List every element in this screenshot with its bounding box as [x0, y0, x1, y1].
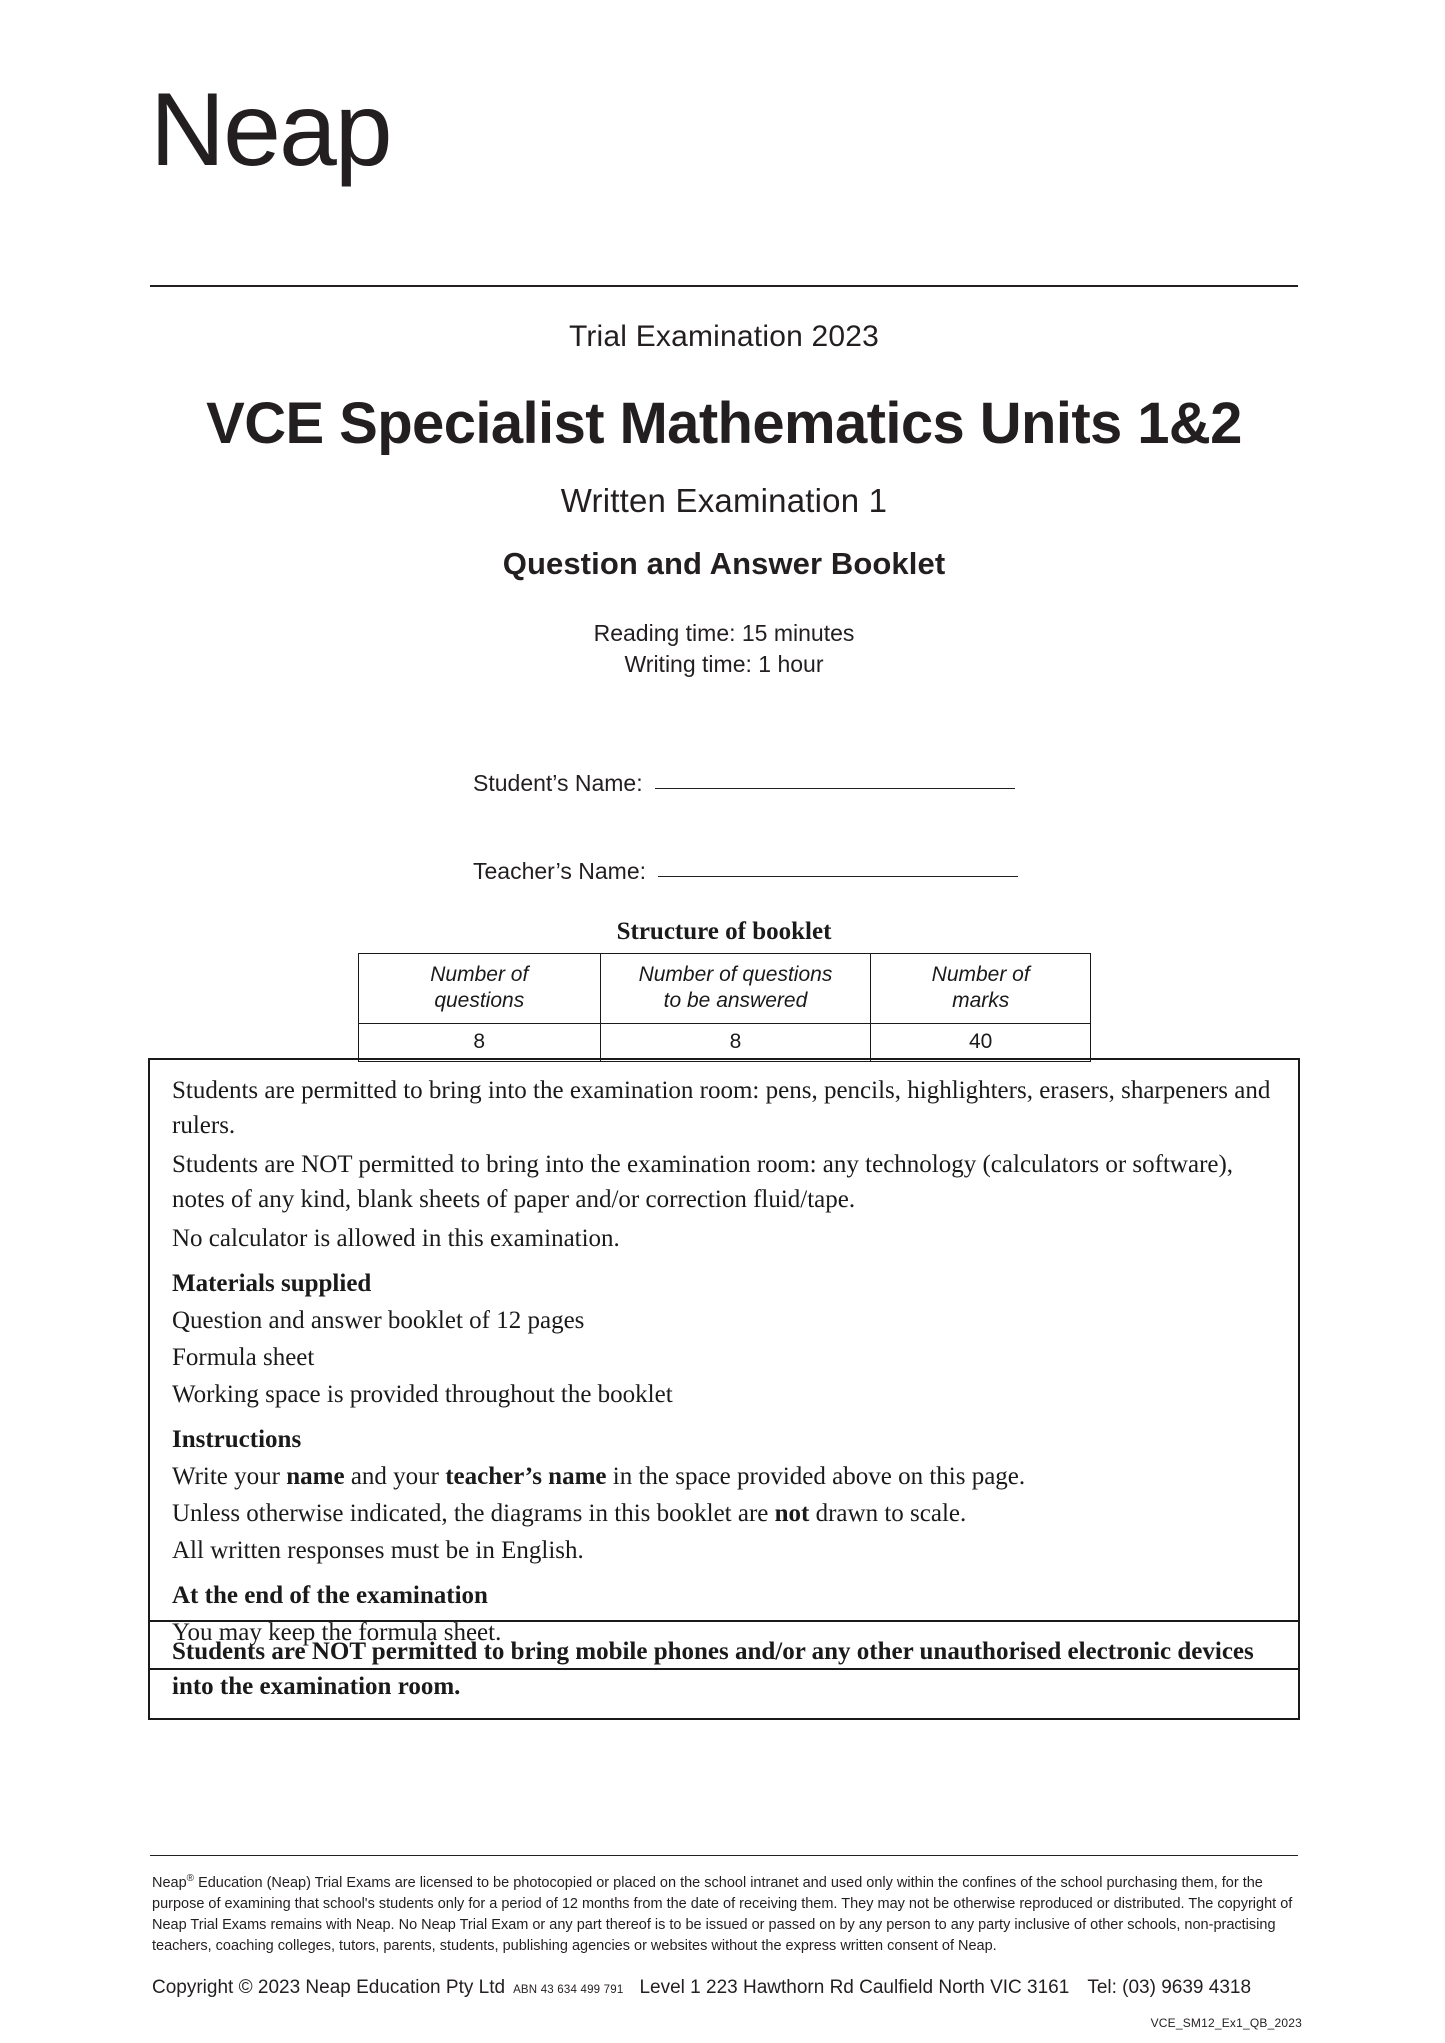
header-divider-rule [150, 285, 1298, 287]
writing-time: Writing time: 1 hour [624, 651, 824, 677]
instructions-box [148, 1058, 1300, 1670]
col3-line1: Number of [931, 963, 1030, 986]
written-exam-line: Written Examination 1 [560, 482, 888, 519]
col1-line2: questions [434, 989, 525, 1012]
end-of-exam-heading: At the end of the examination [172, 1582, 488, 1609]
instruction-diagrams-scale [172, 1496, 1276, 1531]
page-footer [152, 1868, 1302, 2030]
column-header-number-of-questions [359, 954, 601, 1024]
column-header-questions-to-be-answered [600, 954, 871, 1024]
structure-table [358, 953, 1091, 1062]
materials-item-booklet: Question and answer booklet of 12 pages [172, 1307, 585, 1334]
end-of-exam-text: You may keep the formula sheet. [172, 1619, 502, 1646]
col3-line2: marks [952, 989, 1010, 1012]
exam-times [150, 618, 1298, 680]
booklet-type-line: Question and Answer Booklet [502, 546, 946, 581]
student-name-label: Student’s Name: [473, 770, 643, 796]
materials-supplied-heading: Materials supplied [172, 1270, 372, 1297]
col2-line2: to be answered [663, 989, 808, 1012]
cell-questions-to-be-answered: 8 [600, 1024, 871, 1062]
instruction-2-bold-not: not [774, 1500, 810, 1527]
structure-heading: Structure of booklet [616, 918, 832, 945]
instruction-1-bold-teacher: teacher’s name [445, 1463, 607, 1490]
mobile-phone-notice-text: Students are NOT permitted to bring mobile phones and/or any other unauthorised electronic devices into the examination room. [172, 1638, 1254, 1700]
registered-mark-icon: ® [186, 1873, 195, 1884]
trial-exam-line: Trial Examination 2023 [568, 320, 880, 353]
licence-brand: Neap [152, 1874, 187, 1891]
student-name-field[interactable] [473, 770, 1015, 797]
telephone-text: Tel: (03) 9639 4318 [1087, 1976, 1252, 1998]
not-permitted-items-text: Students are NOT permitted to bring into the examination room: any technology (calculators or software), notes of any kind, blank sheets of paper and/or correction fluid/tape. [172, 1151, 1234, 1213]
materials-item-working-space: Working space is provided throughout the booklet [172, 1381, 673, 1408]
instruction-english-responses: All written responses must be in English. [172, 1537, 584, 1564]
copyright-text: Copyright © 2023 Neap Education Pty Ltd [152, 1976, 506, 1998]
document-code: VCE_SM12_Ex1_QB_2023 [1150, 2016, 1302, 2030]
instruction-1-post: in the space provided above on this page. [606, 1463, 1026, 1490]
copyright-line [152, 1977, 1302, 1999]
no-calculator-text: No calculator is allowed in this examination. [172, 1225, 620, 1252]
instruction-write-name [172, 1459, 1276, 1494]
instructions-heading: Instructions [172, 1426, 302, 1453]
student-name-input[interactable] [655, 771, 1015, 789]
col2-line1: Number of questions [638, 963, 833, 986]
col1-line1: Number of [430, 963, 529, 986]
table-header-row [359, 954, 1091, 1024]
licence-text [152, 1868, 1300, 1957]
table-row [359, 1024, 1091, 1062]
instruction-1-bold-name: name [286, 1463, 345, 1490]
neap-wordmark: Neap [150, 72, 391, 188]
reading-time: Reading time: 15 minutes [593, 620, 855, 646]
footer-divider-rule [150, 1855, 1298, 1856]
abn-text: ABN 43 634 499 791 [513, 1983, 624, 1996]
teacher-name-field[interactable] [473, 858, 1018, 885]
cell-number-of-marks: 40 [871, 1024, 1091, 1062]
instruction-2-pre: Unless otherwise indicated, the diagrams in this booklet are [172, 1500, 775, 1527]
neap-logo [150, 72, 391, 188]
cell-number-of-questions: 8 [359, 1024, 601, 1062]
instruction-2-post: drawn to scale. [809, 1500, 967, 1527]
instruction-1-pre: Write your [172, 1463, 287, 1490]
instruction-1-mid: and your [344, 1463, 446, 1490]
teacher-name-label: Teacher’s Name: [473, 858, 647, 884]
teacher-name-input[interactable] [658, 859, 1018, 877]
materials-item-formula-sheet: Formula sheet [172, 1344, 315, 1371]
mobile-phone-notice-box [148, 1620, 1300, 1720]
page-title: VCE Specialist Mathematics Units 1&2 [206, 391, 1242, 456]
permitted-items-text: Students are permitted to bring into the examination room: pens, pencils, highlighters, erasers, sharpeners and rulers. [172, 1077, 1271, 1139]
licence-body: Education (Neap) Trial Exams are licensed to be photocopied or placed on the school intranet and used only within the confines of the school purchasing them, for the purpose of examining that school's students only for a period of 12 months from the date of receiving them. They may not be otherwise reproduced or distributed. The copyright of Neap Trial Exams remains with Neap. No Neap Trial Exam or any part thereof is to be issued or passed on by any person to any party inclusive of other schools, non-practising teachers, coaching colleges, tutors, parents, students, publishing agencies or websites without the express written consent of Neap. [152, 1874, 1293, 1954]
column-header-number-of-marks [871, 954, 1091, 1024]
address-text: Level 1 223 Hawthorn Rd Caulfield North VIC 3161 [639, 1976, 1070, 1998]
